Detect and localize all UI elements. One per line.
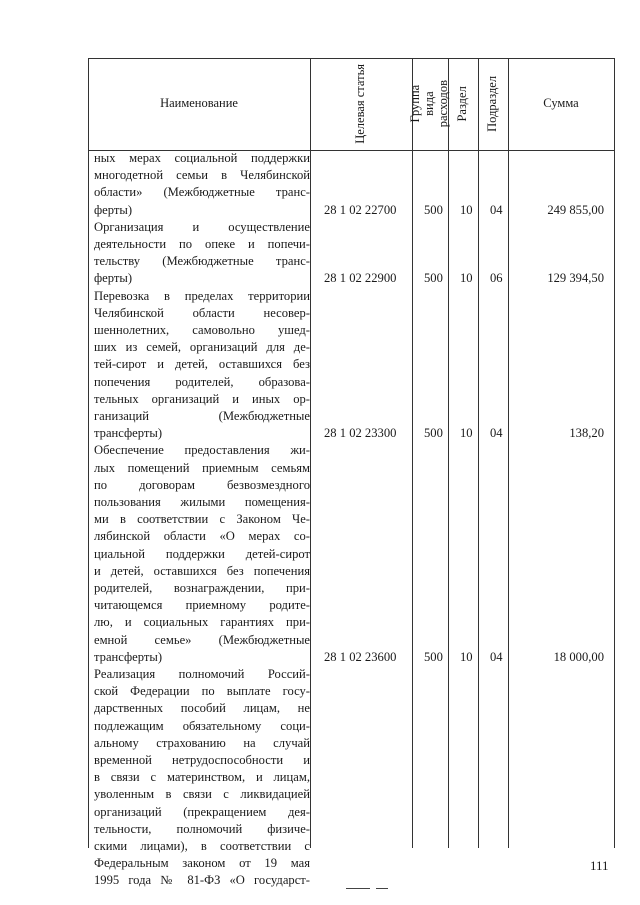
column-divider bbox=[448, 58, 449, 848]
header-code-cell bbox=[310, 58, 412, 150]
row-code: 28 1 02 22900 bbox=[324, 271, 397, 286]
page-number: 111 bbox=[590, 858, 609, 873]
row-sum: 18 000,00 bbox=[553, 649, 604, 664]
row-name-line: скими лицами), в соответствии с bbox=[94, 839, 310, 853]
row-sum: 249 855,00 bbox=[547, 202, 604, 217]
row-name-line: родителей, вознаграждении, при- bbox=[94, 581, 310, 595]
row-code: 28 1 02 23600 bbox=[324, 649, 397, 664]
row-name-line: Перевозка в пределах территории bbox=[94, 288, 310, 303]
row-name-line: трансферты) bbox=[94, 649, 163, 664]
row-group: 500 bbox=[424, 271, 443, 286]
row-code: 28 1 02 23300 bbox=[324, 426, 397, 441]
row-podrazdel: 04 bbox=[490, 649, 503, 664]
row-name-line: ми в соответствии с Законом Че- bbox=[94, 512, 310, 527]
column-divider bbox=[310, 58, 311, 848]
row-name-line: альному страхованию на случай bbox=[94, 735, 310, 750]
row-name-line: тельству (Межбюджетные транс- bbox=[94, 254, 310, 269]
row-name-line: попечения родителей, образова- bbox=[94, 374, 310, 389]
row-name-line: ных мерах социальной поддержки bbox=[94, 151, 310, 165]
row-name-line: Обеспечение предоставления жи- bbox=[94, 443, 310, 458]
header-group-cell bbox=[408, 58, 450, 150]
column-divider bbox=[478, 58, 479, 848]
column-divider bbox=[508, 58, 509, 848]
row-name-line: Реализация полномочий Россий- bbox=[94, 667, 310, 681]
row-name-line: трансферты) bbox=[94, 426, 163, 441]
row-name-line: временной нетрудоспособности и bbox=[94, 753, 310, 767]
row-group: 500 bbox=[424, 426, 443, 441]
row-name-line: читающемся приемному родите- bbox=[94, 598, 310, 613]
row-sum: 138,20 bbox=[569, 426, 604, 441]
row-name-line: организаций (прекращением дея- bbox=[94, 804, 310, 819]
row-name-line: области» (Межбюджетные транс- bbox=[94, 185, 310, 200]
header-podrazdel: Подраздел bbox=[485, 76, 500, 132]
column-divider bbox=[412, 58, 413, 848]
row-code: 28 1 02 22700 bbox=[324, 202, 397, 217]
header-name: Наименование bbox=[160, 96, 238, 111]
row-name-line: шеннолетних, самовольно ушед- bbox=[94, 323, 310, 337]
row-podrazdel: 04 bbox=[490, 202, 503, 217]
row-name-line: ской Федерации по выплате госу- bbox=[94, 684, 310, 699]
row-name-line: Организация и осуществление bbox=[94, 219, 310, 234]
row-name-line: ферты) bbox=[94, 202, 133, 217]
header-group: Группа вида расходов bbox=[408, 80, 450, 128]
row-name-line: уволенным в связи с ликвидацией bbox=[94, 787, 310, 802]
row-name-line: Федеральным законом от 19 мая bbox=[94, 856, 310, 871]
row-name-line: дарственных пособий лицам, не bbox=[94, 701, 310, 716]
header-sum: Сумма bbox=[543, 96, 579, 111]
row-name-line: Челябинской области несовер- bbox=[94, 305, 310, 320]
row-name-line: лых помещений приемным семьям bbox=[94, 460, 310, 475]
row-name-line: ферты) bbox=[94, 271, 133, 286]
header-razdel-cell bbox=[448, 58, 478, 150]
row-name-line: 1995 года № 81-ФЗ «О государст- bbox=[94, 873, 310, 888]
row-name-line: циальной поддержки детей-сирот bbox=[94, 546, 310, 561]
row-name-line: в связи с материнством, и лицам, bbox=[94, 770, 310, 785]
header-code: Целевая статья bbox=[353, 64, 368, 144]
row-name-line: емной семье» (Межбюджетные bbox=[94, 632, 310, 647]
row-name-line: подлежащим обязательному соци- bbox=[94, 718, 310, 733]
footer-mark bbox=[346, 888, 370, 889]
row-sum: 129 394,50 bbox=[547, 271, 604, 286]
row-razdel: 10 bbox=[460, 202, 473, 217]
row-name-line: пользования жилыми помещения- bbox=[94, 495, 310, 509]
row-name-line: и детей, оставшихся без попечения bbox=[94, 563, 310, 578]
header-name-cell bbox=[88, 58, 310, 150]
row-name-line: лябинской области «О мерах со- bbox=[94, 529, 310, 544]
row-name-line: тей-сирот и детей, оставшихся без bbox=[94, 357, 310, 372]
row-name-line: ших из семей, организаций для де- bbox=[94, 340, 310, 355]
row-name-line: тельных организаций и иных ор- bbox=[94, 391, 310, 406]
row-name-line: лю, и социальных гарантиях при- bbox=[94, 615, 310, 630]
row-name-line: ганизаций (Межбюджетные bbox=[94, 409, 310, 423]
row-name-line: по договорам безвозмездного bbox=[94, 477, 310, 492]
row-name-line: тельности, полномочий физиче- bbox=[94, 821, 310, 836]
header-razdel: Раздел bbox=[455, 86, 470, 122]
header-podrazdel-cell bbox=[478, 58, 508, 150]
table-border-right bbox=[614, 58, 615, 848]
header-sum-cell bbox=[508, 58, 614, 150]
row-group: 500 bbox=[424, 649, 443, 664]
row-razdel: 10 bbox=[460, 426, 473, 441]
row-podrazdel: 04 bbox=[490, 426, 503, 441]
footer-mark bbox=[376, 888, 388, 889]
row-group: 500 bbox=[424, 202, 443, 217]
row-name-line: многодетной семьи в Челябинской bbox=[94, 168, 310, 183]
row-name-line: деятельности по опеке и попечи- bbox=[94, 237, 310, 251]
row-razdel: 10 bbox=[460, 649, 473, 664]
table-border-left bbox=[88, 58, 89, 848]
row-podrazdel: 06 bbox=[490, 271, 503, 286]
row-razdel: 10 bbox=[460, 271, 473, 286]
